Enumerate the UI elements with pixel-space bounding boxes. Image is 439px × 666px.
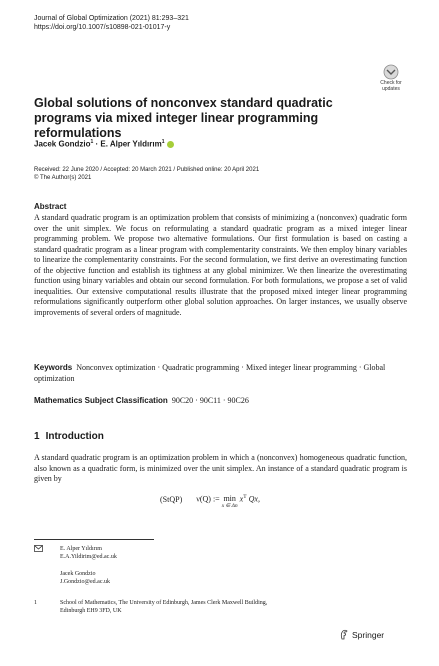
publication-dates <box>34 166 414 182</box>
affiliation-marker: 1 <box>161 139 165 145</box>
section-heading <box>34 431 104 442</box>
envelope-icon <box>34 545 43 555</box>
equation-tag: (StQP) <box>160 494 183 504</box>
equation-lhs: ν(Q) := <box>196 494 220 504</box>
author-list <box>34 139 379 149</box>
equation-sup: T <box>243 494 247 500</box>
paper-title: Global solutions of nonconvex standard quadratic programs via mixed integer linear programming reformulations <box>34 96 333 140</box>
msc-label: Mathematics Subject Classification <box>34 396 168 405</box>
abstract-text: A standard quadratic program is an optimization problem that consists of minimizing a (nonconvex) quadratic form over the unit simplex. We focus on reformulating a standard quadratic program as a mixed integer linear programming problem. We propose two alternative formulations. Our first formulation is based on casting a standard quadratic program as a linear program with complementarity constraints. We then employ binary variables to linearize the complementarity constraints. For the second formulation, we first derive an overestimating function of the objective function and establish its tightness at any global minimizer. We then linearize the overestimating function using binary variables and obtain our second formulation. For both formulations, we propose a set of valid inequalities. Our extensive computational results illustrate that the proposed mixed integer linear programming reformulations significantly outperform other global solution approaches. On larger instances, we usually observe improvements of several orders of magnitude. <box>34 213 407 317</box>
keywords-text: Nonconvex optimization · Quadratic programming · Mixed integer linear programming · Global optimization <box>34 363 386 383</box>
publisher-name: Springer <box>352 630 385 640</box>
equation-var: x <box>239 494 244 504</box>
author-name: Jacek Gondzio <box>60 571 96 577</box>
orcid-icon[interactable] <box>167 141 174 148</box>
author-email[interactable]: E.A.Yildirim@ed.ac.uk <box>60 554 117 560</box>
affiliation-number: 1 <box>34 600 37 606</box>
springer-horse-icon <box>339 629 349 642</box>
section-number: 1 <box>34 431 40 442</box>
author-separator: · <box>93 139 101 149</box>
dates-line: Received: 22 June 2020 / Accepted: 20 March 2021 / Published online: 20 April 2021 <box>34 167 260 173</box>
affiliation: School of Mathematics, The University of Edinburgh, James Clerk Maxwell Building, Edinburgh EH9 3FD, UK <box>60 600 268 614</box>
msc-codes: 90C20 · 90C11 · 90C26 <box>171 396 249 405</box>
section-title: Introduction <box>45 431 104 442</box>
min-subscript: x ∈ Δn <box>221 503 238 509</box>
journal-header <box>34 14 189 32</box>
intro-paragraph: A standard quadratic program is an optimization problem in which a (nonconvex) homogeneous quadratic function, also known as a quadratic form, is minimized over the unit simplex. An instance of a standard quadratic program is given by <box>34 453 407 483</box>
crossmark-label: Check for updates <box>380 80 402 92</box>
equation-stqp <box>160 494 260 509</box>
correspondence-author-b <box>60 570 110 586</box>
correspondence-author-a <box>60 545 117 561</box>
copyright-line: © The Author(s) 2021 <box>34 175 92 181</box>
keywords <box>34 363 407 384</box>
author-name[interactable]: Jacek Gondzio <box>34 139 91 149</box>
crossmark-icon <box>376 64 406 80</box>
msc-classification <box>34 396 407 405</box>
equation-rest: Qx, <box>246 494 260 504</box>
abstract-heading: Abstract <box>34 202 67 211</box>
doi-link[interactable]: https://doi.org/10.1007/s10898-021-01017-y <box>34 24 171 31</box>
springer-logo <box>339 629 384 642</box>
min-operator: min x ∈ Δn <box>221 494 238 509</box>
author-name[interactable]: E. Alper Yıldırım <box>100 139 162 149</box>
keywords-label: Keywords <box>34 363 73 372</box>
footnote-rule <box>34 539 154 540</box>
affiliation-marker: 1 <box>90 139 94 145</box>
author-name: E. Alper Yıldırım <box>60 546 102 552</box>
author-email[interactable]: J.Gondzio@ed.ac.uk <box>60 579 111 585</box>
journal-citation: Journal of Global Optimization (2021) 81:293–321 <box>34 15 189 22</box>
